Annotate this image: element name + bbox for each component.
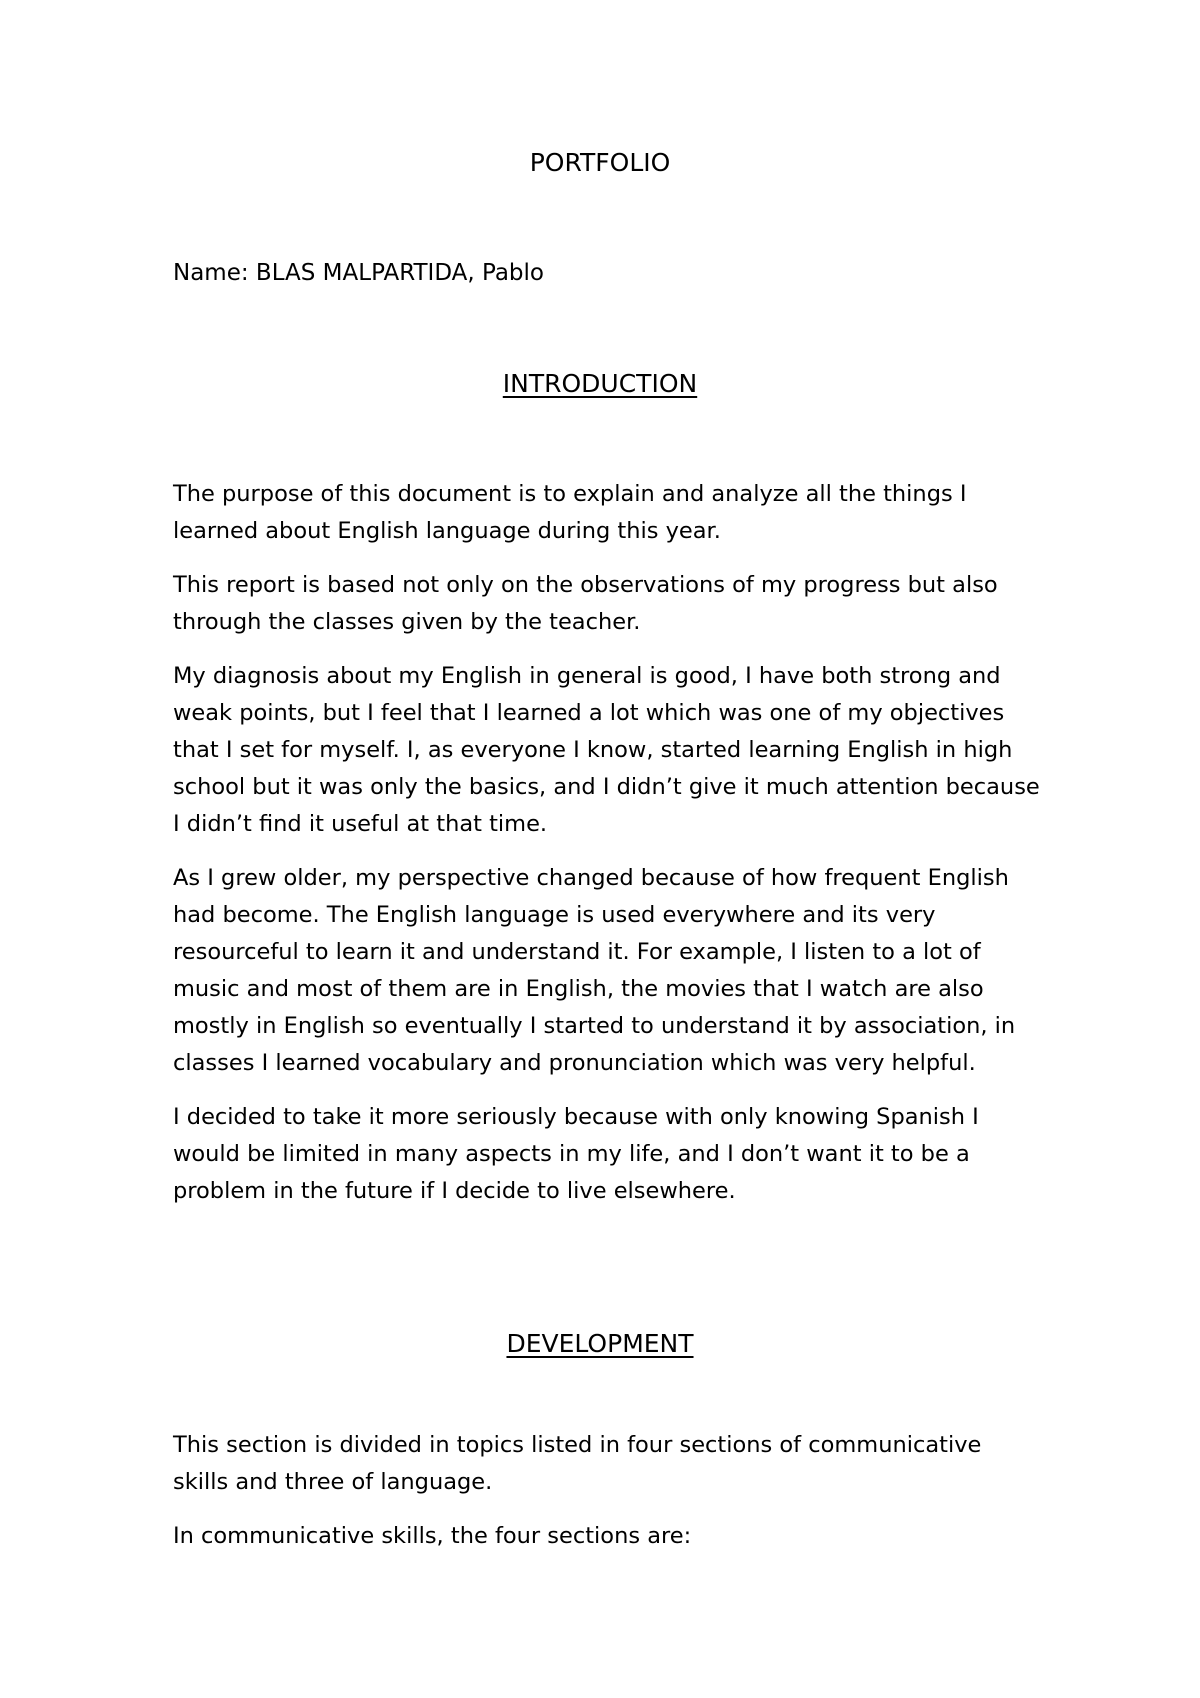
introduction-heading: INTRODUCTION <box>502 369 698 398</box>
development-section <box>173 1427 1043 1572</box>
document-title: PORTFOLIO <box>529 148 671 177</box>
development-paragraph: In communicative skills, the four sections are: <box>173 1523 692 1549</box>
development-paragraph: This section is divided in topics listed in four sections of communicative skills and three of language. <box>173 1432 982 1495</box>
development-heading: DEVELOPMENT <box>506 1329 694 1358</box>
intro-paragraph: As I grew older, my perspective changed because of how frequent English had become. The English language is used everywhere and its very resourceful to learn it and understand it. For example, I listen to a lot of music and most of them are in English, the movies that I watch are also mostly in English so eventually I started to understand it by association, in classes I learned vocabulary and pronunciation which was very helpful. <box>173 865 1016 1076</box>
intro-paragraph: This report is based not only on the observations of my progress but also through the classes given by the teacher. <box>173 572 998 635</box>
intro-paragraph: I decided to take it more seriously because with only knowing Spanish I would be limited in many aspects in my life, and I don’t want it to be a problem in the future if I decide to live elsewhere. <box>173 1104 979 1204</box>
intro-paragraph: The purpose of this document is to explain and analyze all the things I learned about English language during this year. <box>173 481 967 544</box>
introduction-section <box>173 476 1043 1227</box>
student-name: Name: BLAS MALPARTIDA, Pablo <box>173 260 544 286</box>
intro-paragraph: My diagnosis about my English in general is good, I have both strong and weak points, but I feel that I learned a lot which was one of my objectives that I set for myself. I, as everyone I know, started learning English in high school but it was only the basics, and I didn’t give it much attention because I didn’t find it useful at that time. <box>173 663 1040 837</box>
